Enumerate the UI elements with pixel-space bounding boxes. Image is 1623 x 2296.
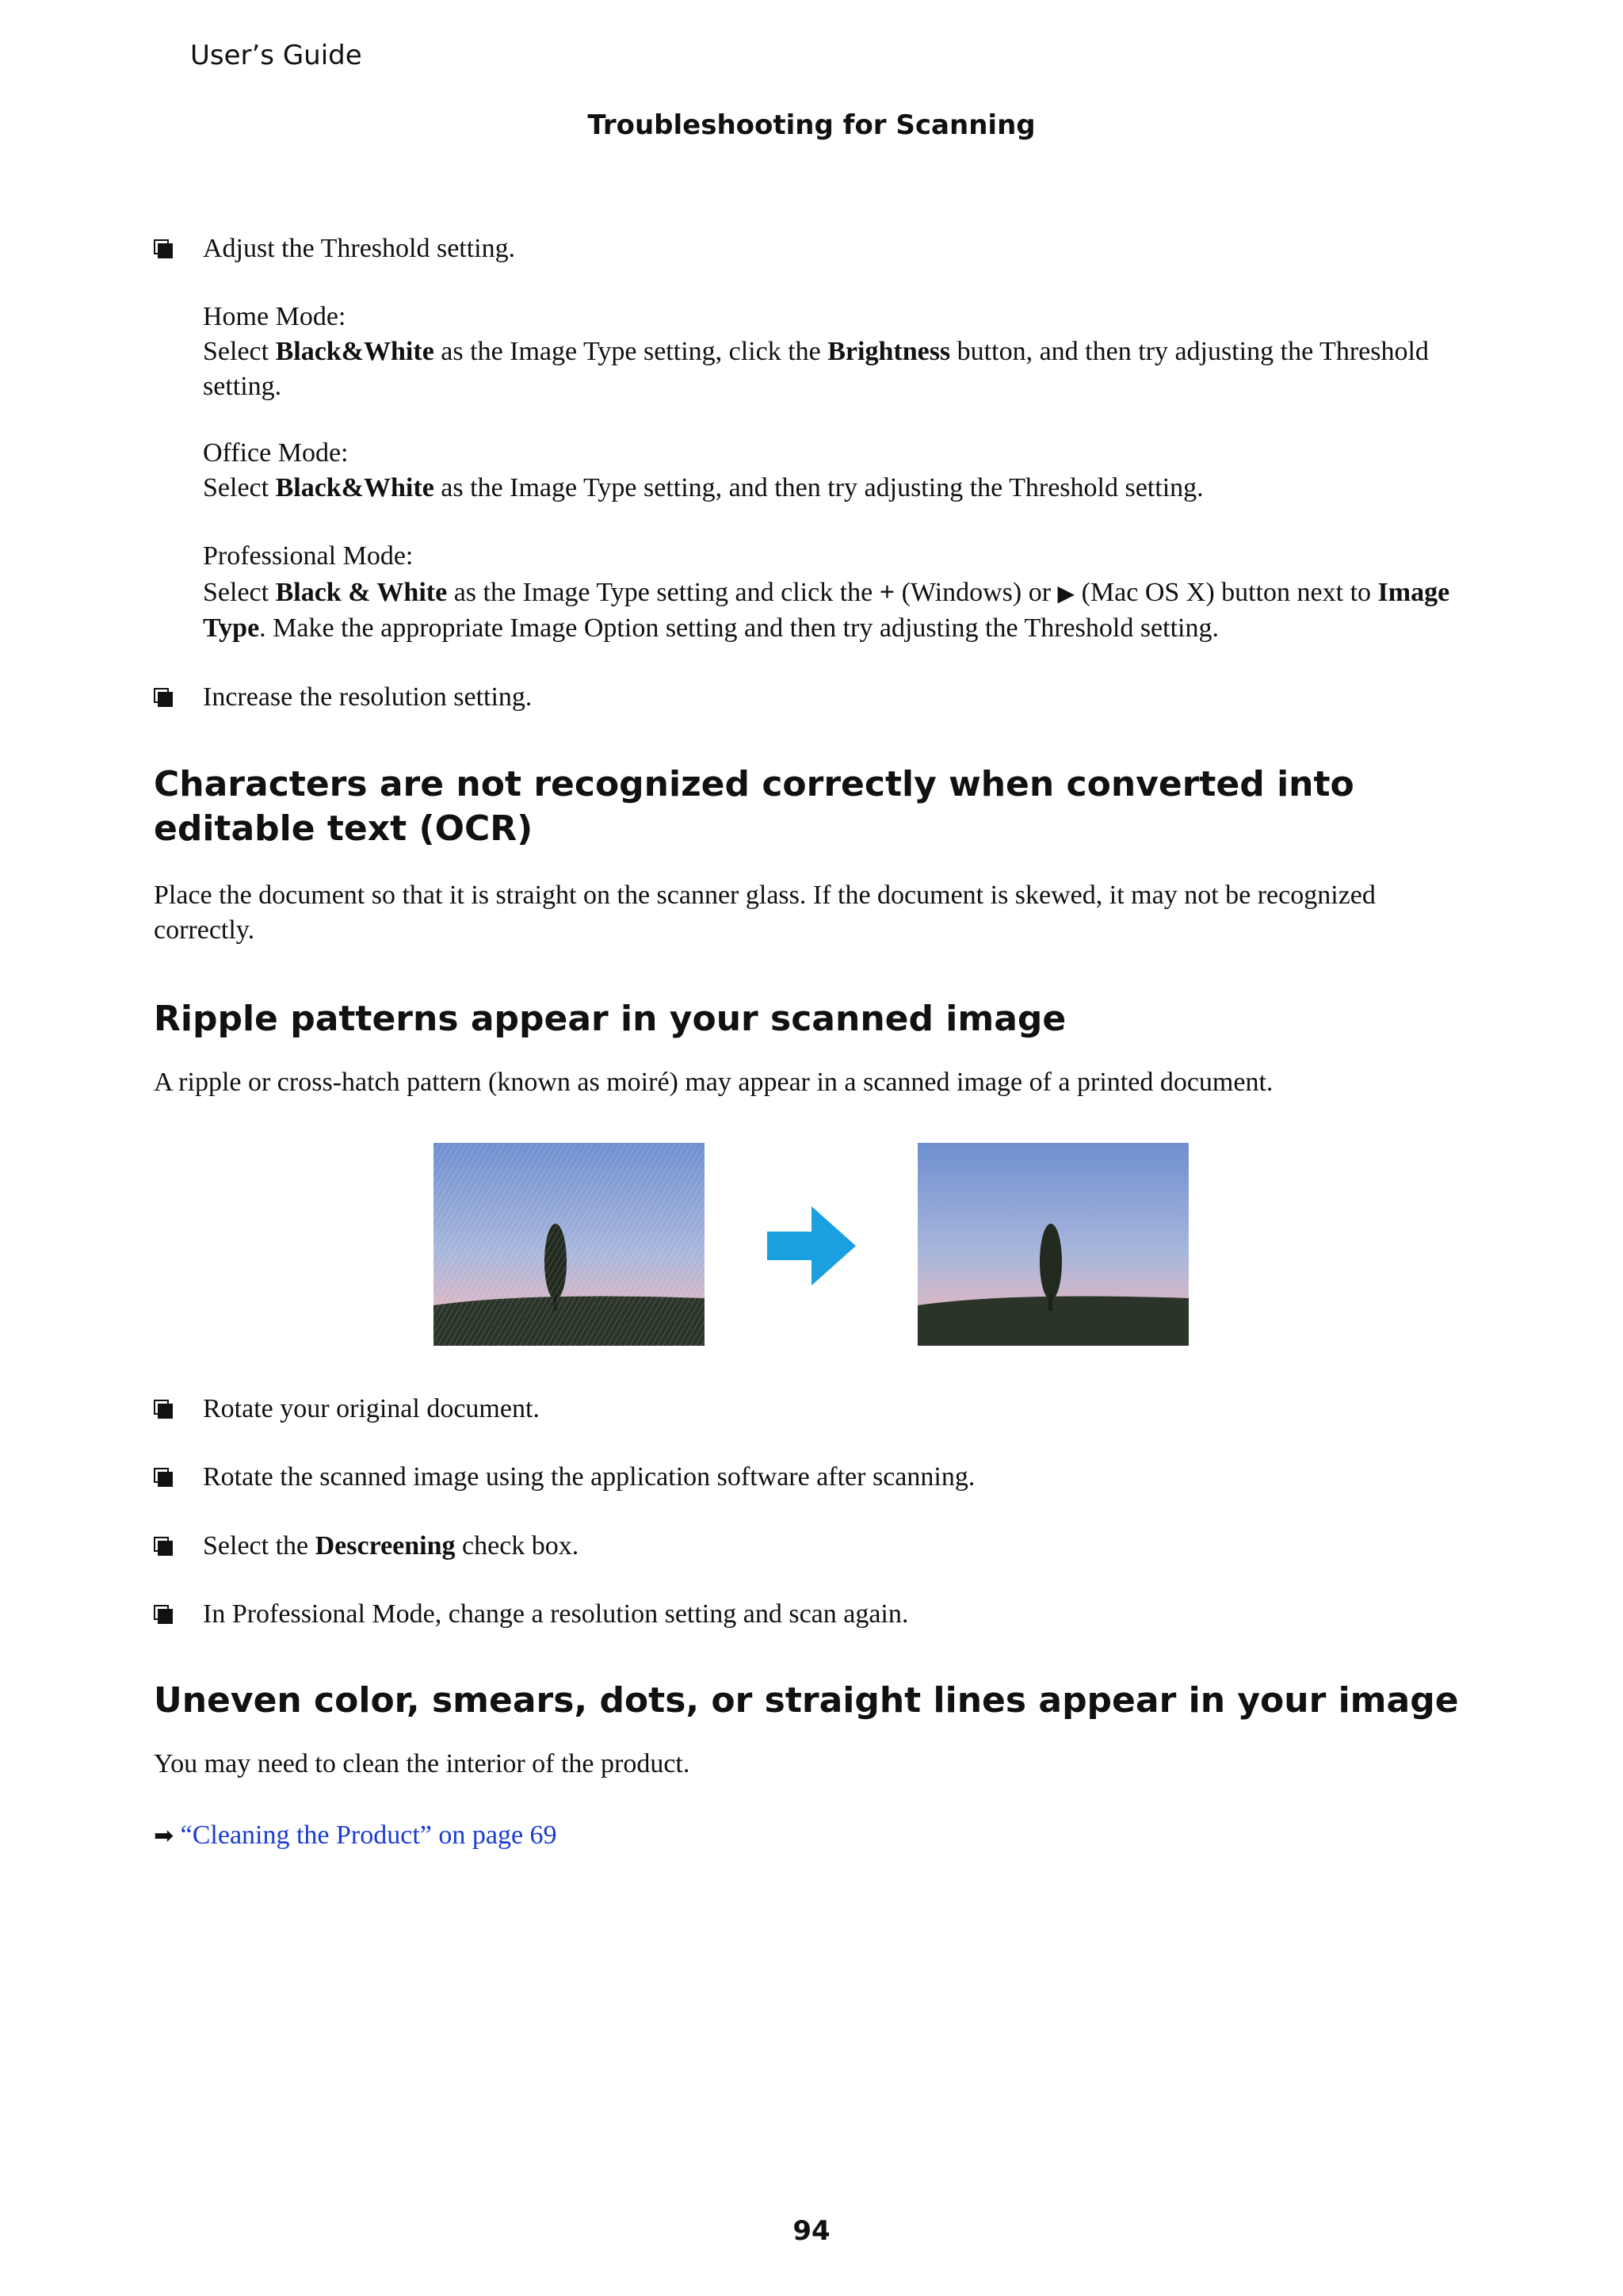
professional-mode-text: Select Black & White as the Image Type setting and click the + (Windows) or ▶ (Mac OS X) button next to Image Type. Make the appropriate Image Option setting and then try adjusting the Threshold setting. — [203, 578, 1450, 643]
bullet-text-threshold: Adjust the Threshold setting. — [203, 234, 516, 263]
arrow-right-icon — [767, 1206, 856, 1289]
bold-image-type: Image Type — [203, 578, 1450, 643]
moire-before-image — [433, 1143, 705, 1346]
bold-descreening: Descreening — [315, 1531, 456, 1561]
office-mode-label: Office Mode: — [203, 438, 349, 468]
bullet-text-resolution: Increase the resolution setting. — [203, 682, 533, 712]
bold-black-white: Black&White — [275, 473, 434, 502]
bold-brightness: Brightness — [827, 337, 951, 366]
home-mode-text: Select Black&White as the Image Type setting, click the Brightness button, and then try adjusting the Threshold setting. — [203, 337, 1429, 401]
bullet-checkbox-icon — [154, 239, 174, 260]
bullet-checkbox-icon — [154, 1468, 174, 1488]
professional-mode-label: Professional Mode: — [203, 541, 414, 571]
plus-icon: + — [879, 578, 896, 607]
moire-after-image — [918, 1143, 1189, 1346]
bullet-checkbox-icon — [154, 1605, 174, 1626]
ripple-body-text: A ripple or cross-hatch pattern (known as moiré) may appear in a scanned image of a printed document. — [154, 1068, 1274, 1097]
cross-reference-link[interactable] — [154, 1818, 1469, 1854]
section-heading-uneven: Uneven color, smears, dots, or straight lines appear in your image — [154, 1680, 1459, 1721]
arrow-right-icon: ➡ — [154, 1822, 174, 1850]
bullet-text-descreening: Select the Descreening check box. — [203, 1531, 579, 1561]
cleaning-product-link[interactable]: “Cleaning the Product” on page 69 — [180, 1820, 557, 1850]
bullet-text-rotate-scanned: Rotate the scanned image using the application software after scanning. — [203, 1462, 976, 1492]
bold-black-white: Black&White — [275, 337, 434, 366]
section-heading-ripple: Ripple patterns appear in your scanned image — [154, 999, 1067, 1039]
bullet-checkbox-icon — [154, 688, 174, 709]
chapter-title: Troubleshooting for Scanning — [587, 109, 1036, 141]
office-mode-text: Select Black&White as the Image Type setting, and then try adjusting the Threshold setting. — [203, 473, 1204, 502]
bold-black-white: Black & White — [275, 578, 448, 607]
ocr-body-text: Place the document so that it is straight on the scanner glass. If the document is skewed, it may not be recognized correctly. — [154, 881, 1376, 945]
bullet-checkbox-icon — [154, 1537, 174, 1557]
section-heading-ocr: Characters are not recognized correctly when converted into editable text (OCR) — [154, 764, 1354, 849]
bullet-text-professional-resolution: In Professional Mode, change a resolution setting and scan again. — [203, 1599, 909, 1629]
page-number: 94 — [792, 2215, 831, 2247]
bullet-text-rotate-original: Rotate your original document. — [203, 1394, 540, 1423]
bullet-checkbox-icon — [154, 1400, 174, 1420]
home-mode-label: Home Mode: — [203, 302, 346, 331]
running-head: User’s Guide — [190, 40, 362, 71]
triangle-right-icon: ▶ — [1057, 580, 1075, 606]
uneven-body-text: You may need to clean the interior of the product. — [154, 1749, 690, 1778]
